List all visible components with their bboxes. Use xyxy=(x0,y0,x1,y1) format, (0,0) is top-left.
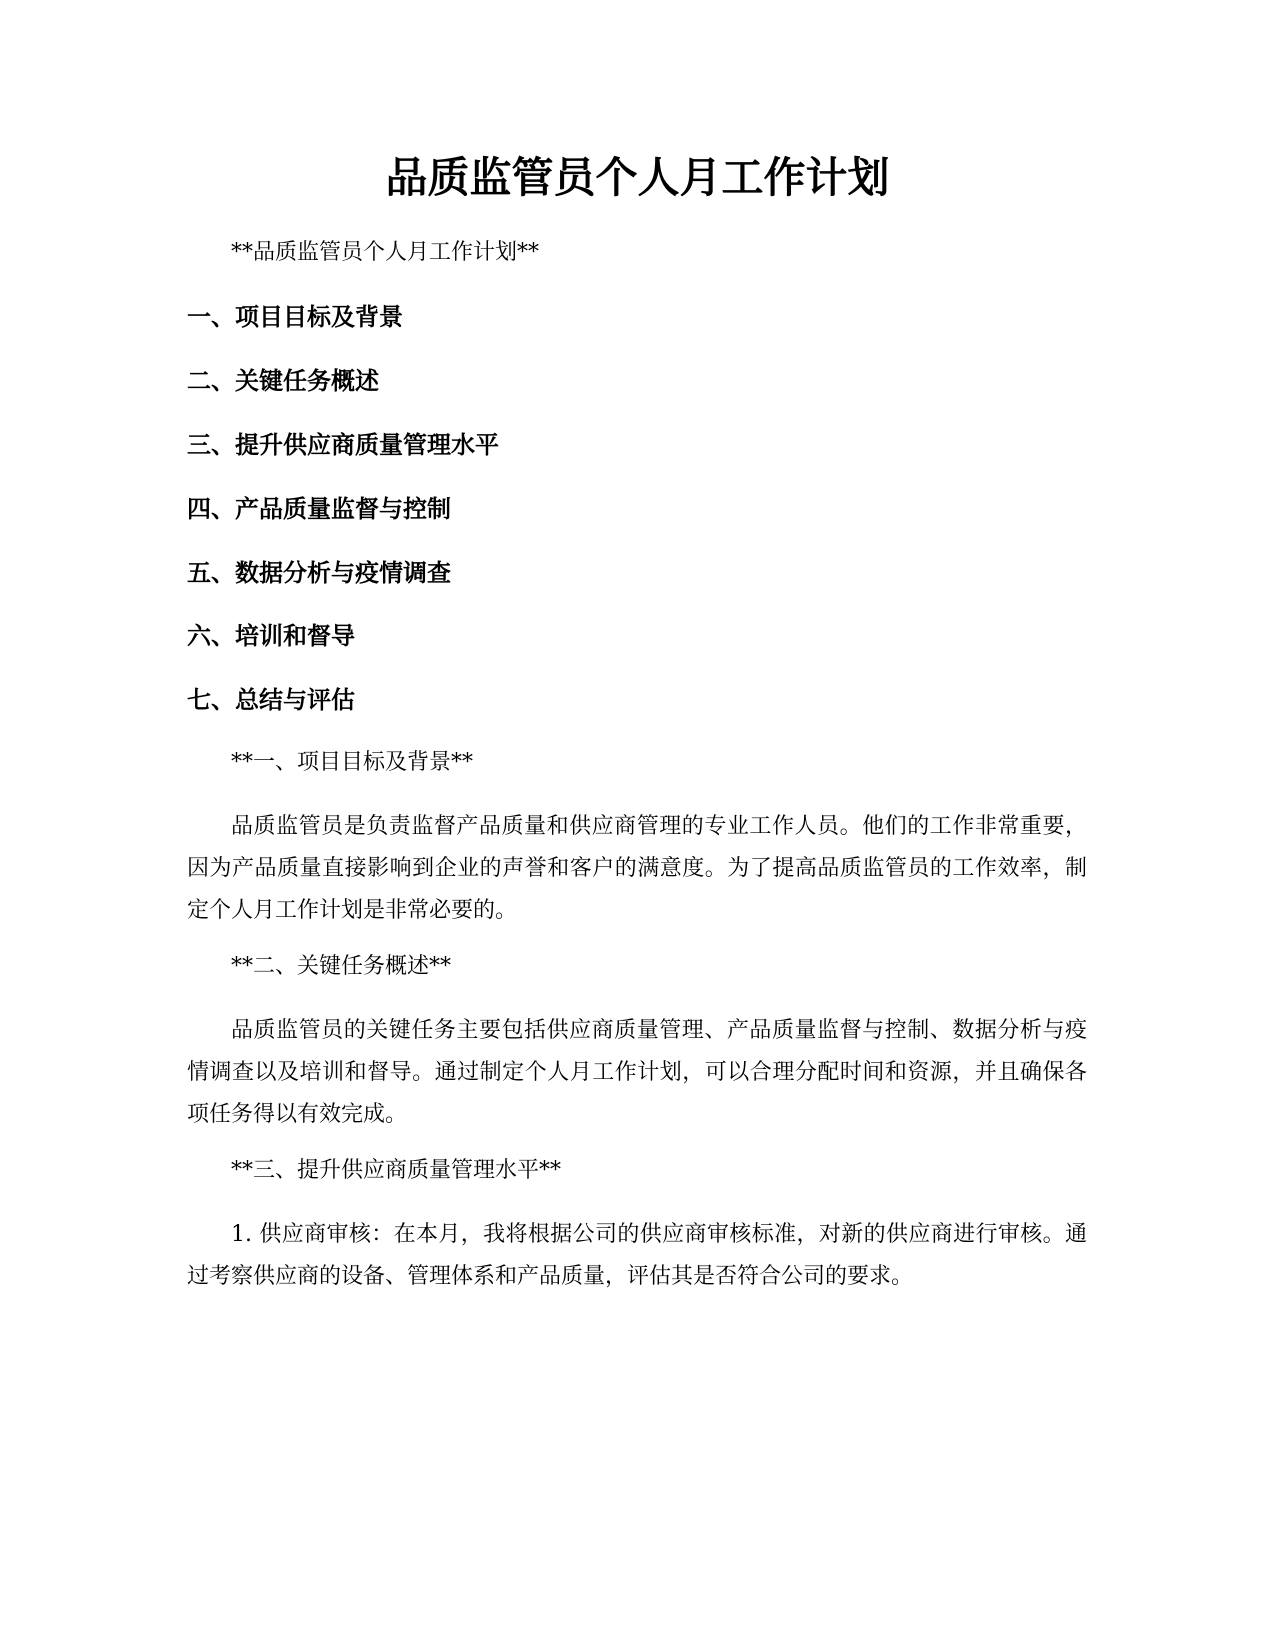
toc-item-3: 三、提升供应商质量管理水平 xyxy=(187,431,499,459)
toc-item-5: 五、数据分析与疫情调查 xyxy=(187,559,451,587)
section-body-1: 品质监管员是负责监督产品质量和供应商管理的专业工作人员。他们的工作非常重要，因为产品质量直接影响到企业的声誉和客户的满意度。为了提高品质监管员的工作效率，制定个人月工作计划是非常必要的。 xyxy=(187,814,1087,923)
toc-item-4: 四、产品质量监督与控制 xyxy=(187,495,451,523)
document-title: 品质监管员个人月工作计划 xyxy=(385,153,890,202)
toc-item-7: 七、总结与评估 xyxy=(187,686,355,714)
toc-item-1: 一、项目目标及背景 xyxy=(187,303,403,331)
section-body-2: 品质监管员的关键任务主要包括供应商质量管理、产品质量监督与控制、数据分析与疫情调查以及培训和督导。通过制定个人月工作计划，可以合理分配时间和资源，并且确保各项任务得以有效完成。 xyxy=(187,1018,1087,1127)
section-heading-3: **三、提升供应商质量管理水平** xyxy=(231,1158,562,1183)
toc-item-2: 二、关键任务概述 xyxy=(187,367,379,395)
section-heading-1: **一、项目目标及背景** xyxy=(231,750,474,775)
toc-item-6: 六、培训和督导 xyxy=(187,622,355,650)
document-subtitle: **品质监管员个人月工作计划** xyxy=(231,240,540,265)
section-heading-2: **二、关键任务概述** xyxy=(231,954,452,979)
section-body-3: 1. 供应商审核：在本月，我将根据公司的供应商审核标准，对新的供应商进行审核。通过考察供应商的设备、管理体系和产品质量，评估其是否符合公司的要求。 xyxy=(187,1222,1087,1289)
